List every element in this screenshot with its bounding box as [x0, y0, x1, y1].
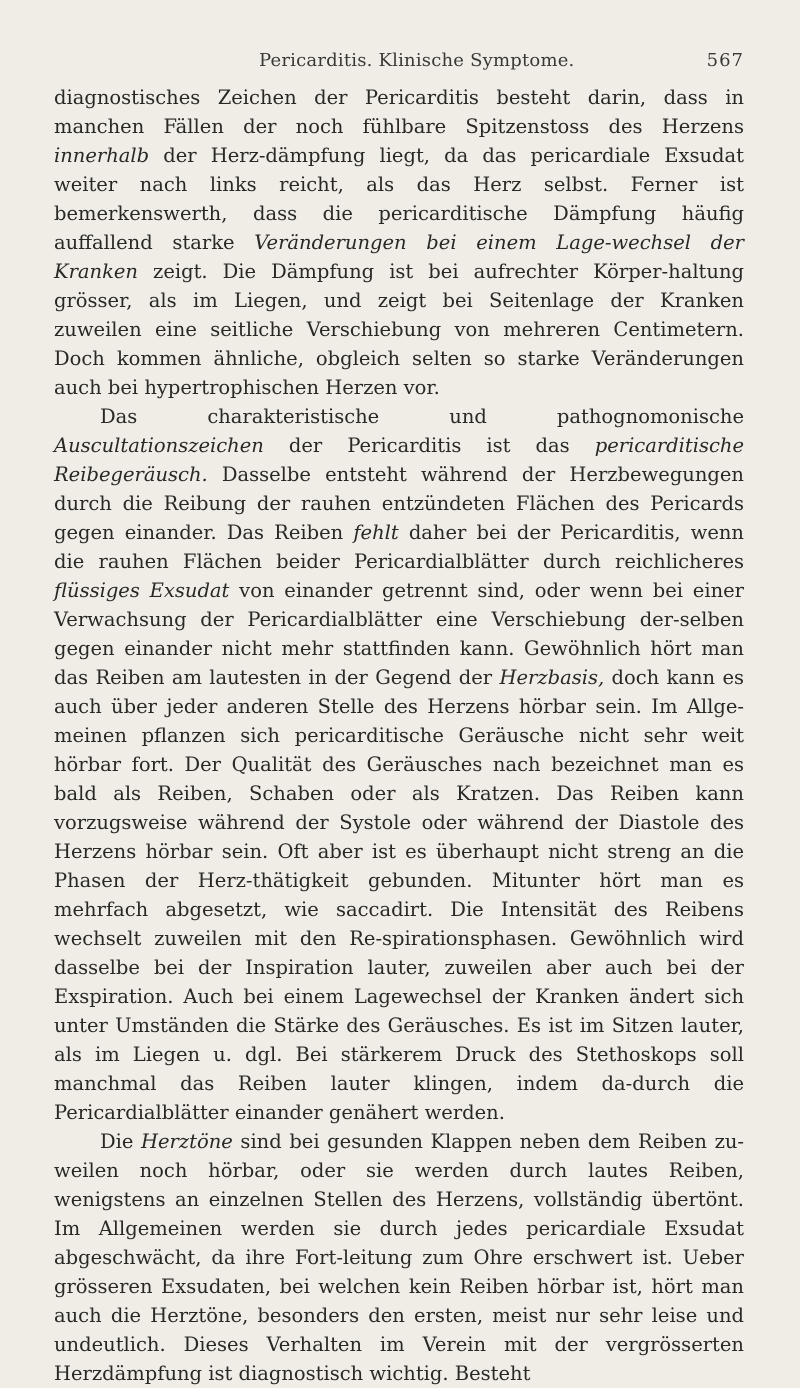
text-run: der Pericarditis ist das	[263, 434, 595, 457]
text-run: Die	[100, 1130, 142, 1153]
emphasis-text: innerhalb	[54, 144, 150, 167]
emphasis-text: Veränderungen bei einem Lage-wechsel der Kranken	[54, 231, 744, 283]
emphasis-text: Herztöne	[141, 1130, 233, 1153]
emphasis-text: flüssiges Exsudat	[54, 579, 230, 602]
text-run: zeigt. Die Dämpfung ist bei aufrechter Körper-haltung grösser, als im Liegen, und zeigt bei Seitenlage der Kranken zuweilen eine seitliche Verschiebung von mehreren Centimetern. Doch kommen ähnliche, obgleich selten so starke Veränderungen auch bei hypertrophischen Herzen vor.	[54, 260, 744, 399]
emphasis-text: fehlt	[353, 521, 399, 544]
text-run: daher bei der Pericarditis, wenn die rauhen Flächen beider Pericardialblätter durch reichlicheres	[54, 521, 744, 573]
emphasis-text: pericarditische Reibegeräusch.	[54, 434, 744, 486]
emphasis-text: Auscultationszeichen	[54, 434, 264, 457]
emphasis-text: Herzbasis,	[499, 666, 605, 689]
body-text	[54, 83, 744, 1388]
text-run: Dasselbe entsteht während der Herzbewegungen durch die Reibung der rauhen entzündeten Flächen des Pericards gegen einander. Das Reiben	[54, 463, 744, 544]
text-run: doch kann es auch über jeder anderen Stelle des Herzens hörbar sein. Im Allge-meinen pflanzen sich pericarditische Geräusche nicht sehr weit hörbar fort. Der Qualität des Geräusches nach bezeichnet man es bald als Reiben, Schaben oder als Kratzen. Das Reiben kann vorzugsweise während der Systole oder während der Diastole des Herzens hörbar sein. Oft aber ist es überhaupt nicht streng an die Phasen der Herz-thätigkeit gebunden. Mitunter hört man es mehrfach abgesetzt, wie saccadirt. Die Intensität des Reibens wechselt zuweilen mit den Re-spirationsphasen. Gewöhnlich wird dasselbe bei der Inspiration lauter, zuweilen aber auch bei der Exspiration. Auch bei einem Lagewechsel der Kranken ändert sich unter Umständen die Stärke des Geräusches. Es ist im Sitzen lauter, als im Liegen u. dgl. Bei stärkerem Druck des Stethoskops soll manchmal das Reiben lauter klingen, indem da-durch die Pericardialblätter einander genähert werden.	[54, 666, 745, 1124]
text-run: sind bei gesunden Klappen neben dem Reiben zu-weilen noch hörbar, oder sie werden durch lautes Reiben, wenigstens an einzelnen Stellen des Herzens, vollständig übertönt. Im Allgemeinen werden sie durch jedes pericardiale Exsudat abgeschwächt, da ihre Fort-leitung zum Ohre erschwert ist. Ueber grösseren Exsudaten, bei welchen kein Reiben hörbar ist, hört man auch die Herztöne, besonders den ersten, meist nur sehr leise und undeutlich. Dieses Verhalten im Verein mit der vergrösserten Herzdämpfung ist diagnostisch wichtig. Besteht	[54, 1130, 745, 1385]
page-header	[54, 50, 744, 74]
text-run: von einander getrennt sind, oder wenn bei einer Verwachsung der Pericardialblätter eine Verschiebung der-selben gegen einander nicht mehr stattfinden kann. Gewöhnlich hört man das Reiben am lautesten in der Gegend der	[54, 579, 744, 689]
paragraph	[54, 402, 744, 1127]
paragraph	[54, 83, 744, 402]
text-run: der Herz-dämpfung liegt, da das pericardiale Exsudat weiter nach links reicht, als das Herz selbst. Ferner ist bemerkenswerth, dass die pericarditische Dämpfung häufig auffallend starke	[54, 144, 744, 254]
text-run: Das charakteristische und pathognomonische	[100, 405, 744, 428]
running-head: Pericarditis. Klinische Symptome.	[259, 50, 575, 71]
text-run: diagnostisches Zeichen der Pericarditis besteht darin, dass in manchen Fällen der noch fühlbare Spitzenstoss des Herzens	[54, 86, 744, 138]
paragraph	[54, 1127, 744, 1388]
page-number: 567	[706, 50, 744, 71]
